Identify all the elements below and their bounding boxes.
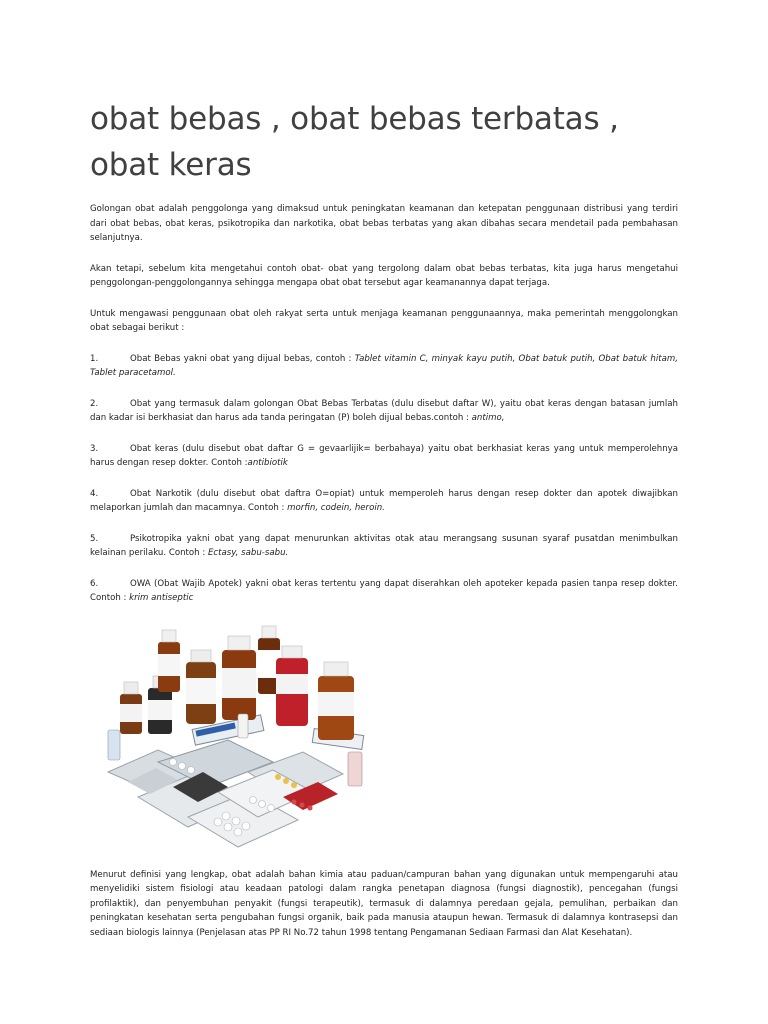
document-page — [90, 96, 678, 956]
page-title — [90, 96, 678, 188]
list-item-text: Obat yang termasuk dalam golongan Obat Bebas Terbatas (dulu disebut daftar W), yaitu obat keras dengan batasan jumlah dan kadar isi berkhasiat dan harus ada tanda peringatan (P) boleh dijual bebas.contoh : — [90, 398, 678, 423]
list-item-3 — [90, 442, 678, 471]
list-item-text: Obat Narkotik (dulu disebut obat daftra O=opiat) untuk memperoleh harus dengan resep dokter dan apotek diwajibkan melaporkan jumlah dan macamnya. Contoh : — [90, 488, 678, 513]
list-item-number: 6. — [90, 578, 99, 589]
list-item-example: antibiotik — [247, 458, 288, 468]
intro-paragraph-3: Untuk mengawasi penggunaan obat oleh rakyat serta untuk menjaga keamanan penggunaannya, maka pemerintah menggolongkan obat sebagai berikut : — [90, 308, 678, 333]
list-item-number: 5. — [90, 533, 99, 544]
list-item-example: morfin, codein, heroin. — [287, 503, 385, 513]
list-item-text: Obat keras (dulu disebut obat daftar G = gevaarlijik= berbahaya) yaitu obat berkhasiat keras yang untuk memperolehnya harus dengan resep dokter. Contoh : — [90, 443, 678, 468]
list-item-6 — [90, 577, 678, 606]
list-item-2 — [90, 397, 678, 426]
list-item-example: Ectasy, sabu-sabu. — [207, 548, 289, 558]
title-line-2: obat keras — [90, 147, 252, 183]
list-item-example: Tablet vitamin C, minyak kayu putih, Obat batuk putih, Obat batuk hitam, Tablet paracetamol. — [90, 353, 678, 378]
list-item-number: 3. — [90, 443, 99, 454]
list-item-text: OWA (Obat Wajib Apotek) yakni obat keras tertentu yang dapat diserahkan oleh apoteker kepada pasien tanpa resep dokter. Contoh : — [90, 578, 678, 603]
list-item-number: 1. — [90, 353, 99, 364]
list-item-example: antimo, — [471, 413, 505, 423]
list-item-1 — [90, 352, 678, 381]
title-line-1: obat bebas , obat bebas terbatas , — [90, 101, 619, 137]
list-item-text: Obat Bebas yakni obat yang dijual bebas, contoh : — [130, 353, 355, 364]
list-item-number: 2. — [90, 398, 99, 409]
list-item-4 — [90, 487, 678, 516]
medicine-photo — [98, 622, 378, 852]
blister-packs — [108, 740, 343, 847]
list-item-5 — [90, 532, 678, 561]
intro-paragraph-2: Akan tetapi, sebelum kita mengetahui contoh obat- obat yang tergolong dalam obat bebas terbatas, kita juga harus mengetahui penggolongan-penggolongannya sehingga mengapa obat obat tersebut agar keamanannya dapat terjaga. — [90, 263, 678, 288]
intro-paragraph-1: Golongan obat adalah penggolonga yang dimaksud untuk peningkatan keamanan dan ketepatan penggunaan distribusi yang terdiri dari obat bebas, obat keras, psikotropika dan narkotika, obat bebas terbatas yang akan dibahas secara mendetail pada pembahasan selanjutnya. — [90, 204, 678, 243]
list-item-text: Psikotropika yakni obat yang dapat menurunkan aktivitas otak atau merangsang susunan syaraf pusatdan menimbulkan kelainan perilaku. Contoh : — [90, 533, 678, 558]
closing-paragraph: Menurut definisi yang lengkap, obat adalah bahan kimia atau paduan/campuran bahan yang digunakan untuk mempengaruhi atau menyelidiki sistem fisiologi atau keadaan patologi dalam rangka penetapan diagnosa (fungsi diagnostik), pencegahan (fungsi profilaktik), dan penyembuhan penyakit (fungsi terapeutik), termasuk di dalamnya peredaan gejala, pemulihan, perbaikan dan peningkatan kesehatan serta pengubahan fungsi organik, baik pada manusia ataupun hewan. Termasuk di dalamnya kontrasepsi dan sediaan biologis lainnya (Penjelasan atas PP RI No.72 tahun 1998 tentang Pengamanan Sediaan Farmasi dan Alat Kesehatan). — [90, 869, 678, 938]
medicine-bottles-illustration — [98, 622, 378, 852]
list-item-number: 4. — [90, 488, 99, 499]
list-item-example: krim antiseptic — [129, 593, 194, 603]
